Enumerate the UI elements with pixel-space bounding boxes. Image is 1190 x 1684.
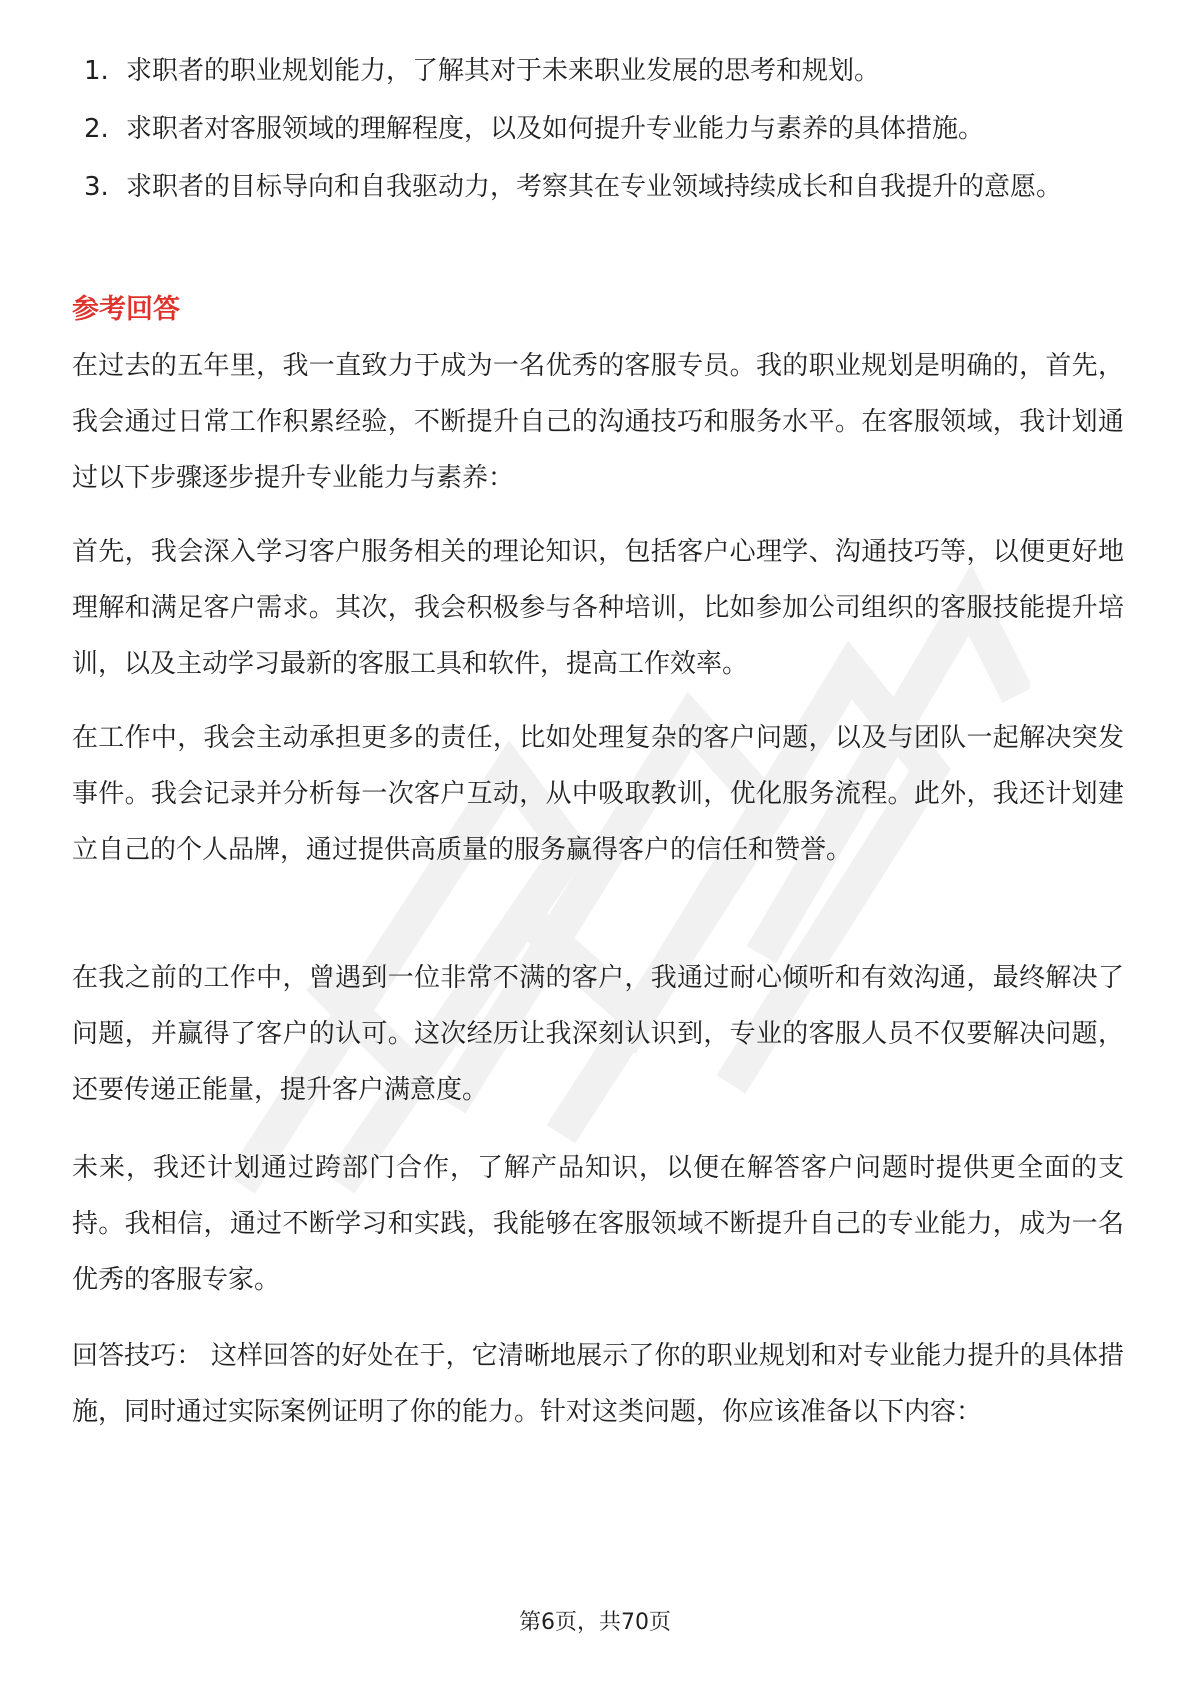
page-number-footer: 第6页，共70页 (519, 1610, 671, 1635)
list-item-text: 求职者的职业规划能力，了解其对于未来职业发展的思考和规划。 (126, 56, 881, 86)
answer-tips-paragraph: 回答技巧： 这样回答的好处在于，它清晰地展示了你的职业规划和对专业能力提升的具体措施，同时通过实际案例证明了你的能力。针对这类问题，你应该准备以下内容： (72, 1341, 1124, 1427)
answer-paragraph: 在过去的五年里，我一直致力于成为一名优秀的客服专员。我的职业规划是明确的，首先，我会通过日常工作积累经验，不断提升自己的沟通技巧和服务水平。在客服领域，我计划通过以下步骤逐步提升专业能力与素养： (72, 351, 1124, 493)
answer-paragraph: 在工作中，我会主动承担更多的责任，比如处理复杂的客户问题，以及与团队一起解决突发事件。我会记录并分析每一次客户互动，从中吸取教训，优化服务流程。此外，我还计划建立自己的个人品牌，通过提供高质量的服务赢得客户的信任和赞誉。 (72, 723, 1124, 865)
list-item-number: 2. (84, 114, 109, 144)
list-item-text: 求职者对客服领域的理解程度，以及如何提升专业能力与素养的具体措施。 (126, 114, 985, 144)
list-item-number: 3. (84, 172, 109, 202)
answer-paragraph: 首先，我会深入学习客户服务相关的理论知识，包括客户心理学、沟通技巧等，以便更好地理解和满足客户需求。其次，我会积极参与各种培训，比如参加公司组织的客服技能提升培训，以及主动学习最新的客服工具和软件，提高工作效率。 (72, 537, 1124, 679)
list-item (84, 100, 1124, 158)
answer-paragraph: 未来，我还计划通过跨部门合作，了解产品知识，以便在解答客户问题时提供更全面的支持。我相信，通过不断学习和实践，我能够在客服领域不断提升自己的专业能力，成为一名优秀的客服专家。 (72, 1153, 1124, 1295)
list-item (84, 158, 1124, 216)
answer-paragraph: 在我之前的工作中，曾遇到一位非常不满的客户，我通过耐心倾听和有效沟通，最终解决了问题，并赢得了客户的认可。这次经历让我深刻认识到，专业的客服人员不仅要解决问题，还要传递正能量，提升客户满意度。 (72, 963, 1124, 1105)
reference-answer-heading: 参考回答 (72, 294, 180, 325)
list-item (84, 42, 1124, 100)
list-item-text: 求职者的目标导向和自我驱动力，考察其在专业领域持续成长和自我提升的意愿。 (126, 172, 1063, 202)
list-item-number: 1. (84, 56, 109, 86)
evaluation-criteria-list (84, 42, 1124, 216)
